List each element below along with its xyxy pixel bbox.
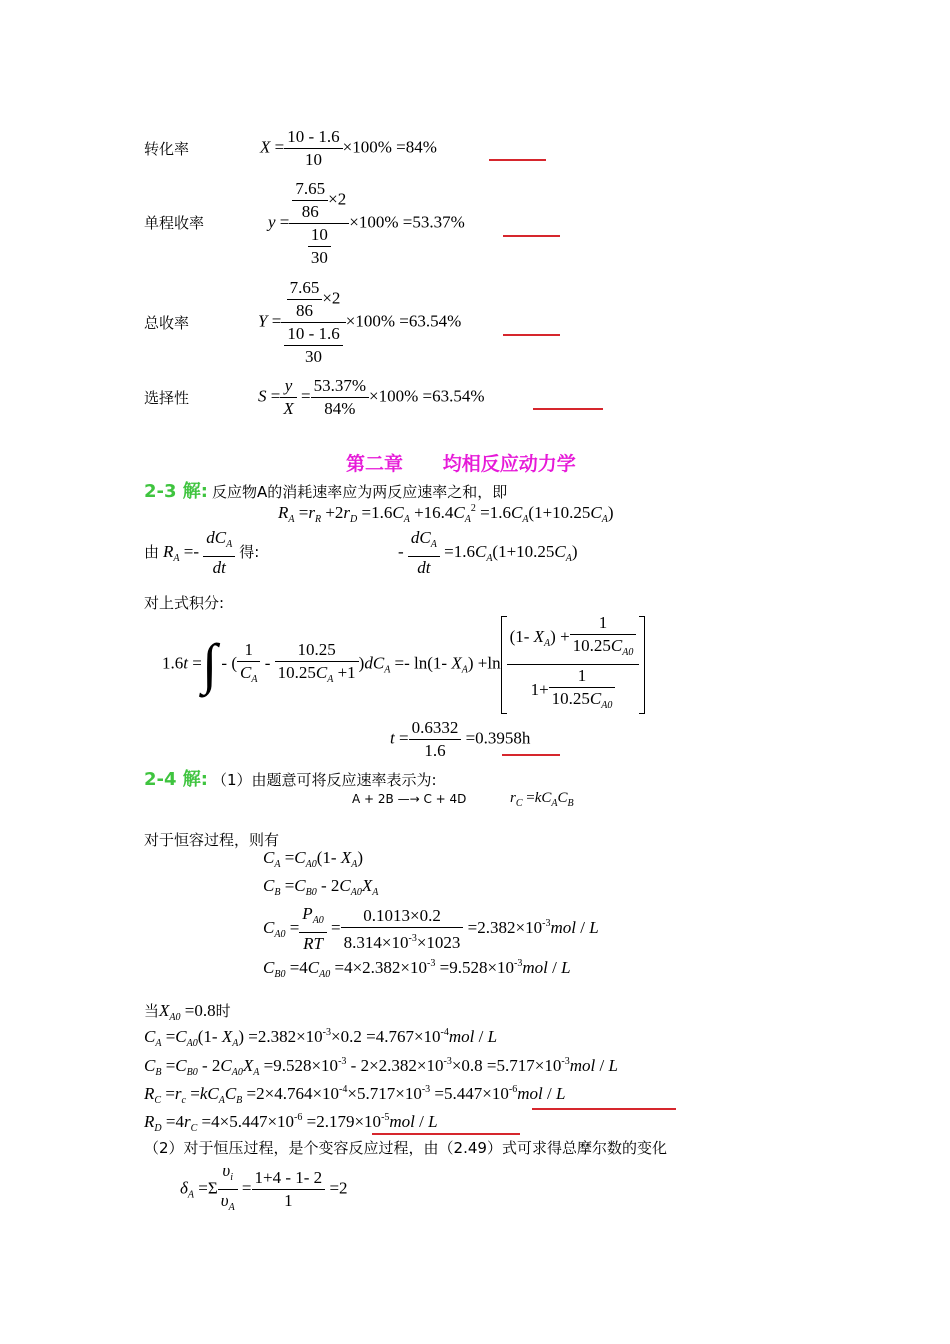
eq-rate-law: $r_C =kC_AC_B$	[510, 790, 574, 809]
eq-rd-value: $R_D =4r_C =4\times 5.447\times 10^{-6} =2.179\times 10^{-5}mol / L$	[144, 1112, 438, 1134]
problem-intro: （1）由题意可将反应速率表示为:	[211, 771, 437, 789]
problem-2-4	[144, 765, 437, 791]
label-single-pass-yield: 单程收率	[144, 214, 205, 232]
text-get: 得:	[239, 542, 260, 561]
text-when-end: 时	[215, 1002, 231, 1020]
chapter-title: 第二章 均相反应动力学	[346, 453, 576, 475]
eq-integral: 1.6t =∫ - ( $\frac{1}{C_A}$ - $\frac{10.25}{10.25C_A +1}$ )$dC_A =- \ln(1-$ $X_A) +\ln$ (1- $X_A$) + $\frac{1}{10.25C_{A0}}$ 1+ $\frac{1}{10.25C_{A0}}$	[162, 612, 645, 717]
eq-delta: $\delta_A =\Sigma$ $\frac{\upsilon_i}{\upsilon_A}$ = $\frac{1+4 - 1- 2}{1}$ =2	[180, 1161, 348, 1213]
eq-conversion: X = $\frac{10 - 1.6}{10}$ ×100% =84%	[260, 127, 437, 169]
eq-time-result: t = $\frac{0.6332}{1.6}$ =0.3958h	[390, 718, 531, 760]
underline	[532, 1108, 676, 1110]
eq-rate-sum: $R_A =r_R +2r_D =1.6C_A +16.4C_A^2 =1.6C_A(1+10.25C_A)$	[278, 503, 614, 525]
text-when: 当	[144, 1002, 160, 1020]
eq-selectivity: S = $\frac{y}{X}$ = $\frac{53.37\%}{84\%}$ ×100% =63.54%	[258, 376, 485, 418]
eq-ca-value: $C_A =C_{A0}(1-$ $X_A) =2.382\times 10^{-3}\times 0.2 =4.767\times 10^{-4}mol / L$	[144, 1027, 498, 1049]
underline	[489, 159, 546, 161]
text-part2: （2）对于恒压过程，是个变容反应过程，由（2.49）式可求得总摩尔数的变化	[144, 1139, 667, 1157]
underline	[372, 1133, 520, 1135]
result-time: 0.3958h	[475, 728, 531, 748]
underline	[533, 408, 603, 410]
eq-total-yield: Y = $\frac{7.65}{86}$ ×2 $\frac{10 - 1.6}{30}$ ×100% =63.54%	[258, 278, 462, 366]
eq-cb: $C_B =C_{B0} - 2C_{A0}X_A$	[263, 876, 379, 898]
problem-heading: 2-3 解:	[144, 481, 208, 502]
problem-intro: 反应物A的消耗速率应为两反应速率之和，即	[211, 483, 508, 501]
eq-differential: - $\frac{dC_A}{dt}$ $=1.6C_A(1+10.25C_A)$	[398, 528, 578, 577]
underline	[503, 334, 560, 336]
underline	[503, 235, 560, 237]
eq-single-pass-yield: y = $\frac{7.65}{86}$ ×2 $\frac{10}{30}$ ×100% =53.37%	[268, 179, 465, 267]
eq-cb-value: $C_B =C_{B0} - 2C_{A0}X_A =9.528\times 10^{-3} - 2\times 2.382\times 10^{-3}\times 0.8 =5.717\times 10^{-3}mol / L$	[144, 1056, 618, 1078]
eq-ca0: $C_{A0}$ = $\frac{P_{A0}}{RT}$ = $\frac{0.1013\times 0.2}{8.314\times 10^{-3}\times 1023}$ $=2.382\times 10^{-3}mol / L$	[263, 904, 599, 953]
problem-heading: 2-4 解:	[144, 769, 208, 790]
label-conversion: 转化率	[144, 140, 190, 158]
text-integrate: 对上式积分:	[144, 594, 225, 612]
eq-when: 当$X_{A0} =0.8$时	[144, 1001, 231, 1023]
underline	[502, 754, 560, 756]
reaction-equation: A + 2B —→ C + 4D	[352, 792, 467, 806]
eq-cb0: $C_{B0} =4C_{A0} =4\times 2.382\times 10^{-3} =9.528\times 10^{-3}mol / L$	[263, 958, 571, 980]
eq-rate-def: 由 $R_A$ =- $\frac{dC_A}{dt}$ 得:	[144, 528, 260, 577]
eq-rc-value: $R_C =r_c =kC_AC_B =2\times 4.764\times 10^{-4}\times 5.717\times 10^{-3} =5.447\times 10^{-6}mol / L$	[144, 1084, 566, 1106]
label-selectivity: 选择性	[144, 389, 190, 407]
label-total-yield: 总收率	[144, 314, 190, 332]
text-by: 由	[144, 542, 160, 561]
problem-2-3	[144, 477, 507, 503]
eq-ca: $C_A =C_{A0}(1-$ $X_A$)	[263, 848, 363, 870]
text-const-volume: 对于恒容过程，则有	[144, 831, 280, 849]
